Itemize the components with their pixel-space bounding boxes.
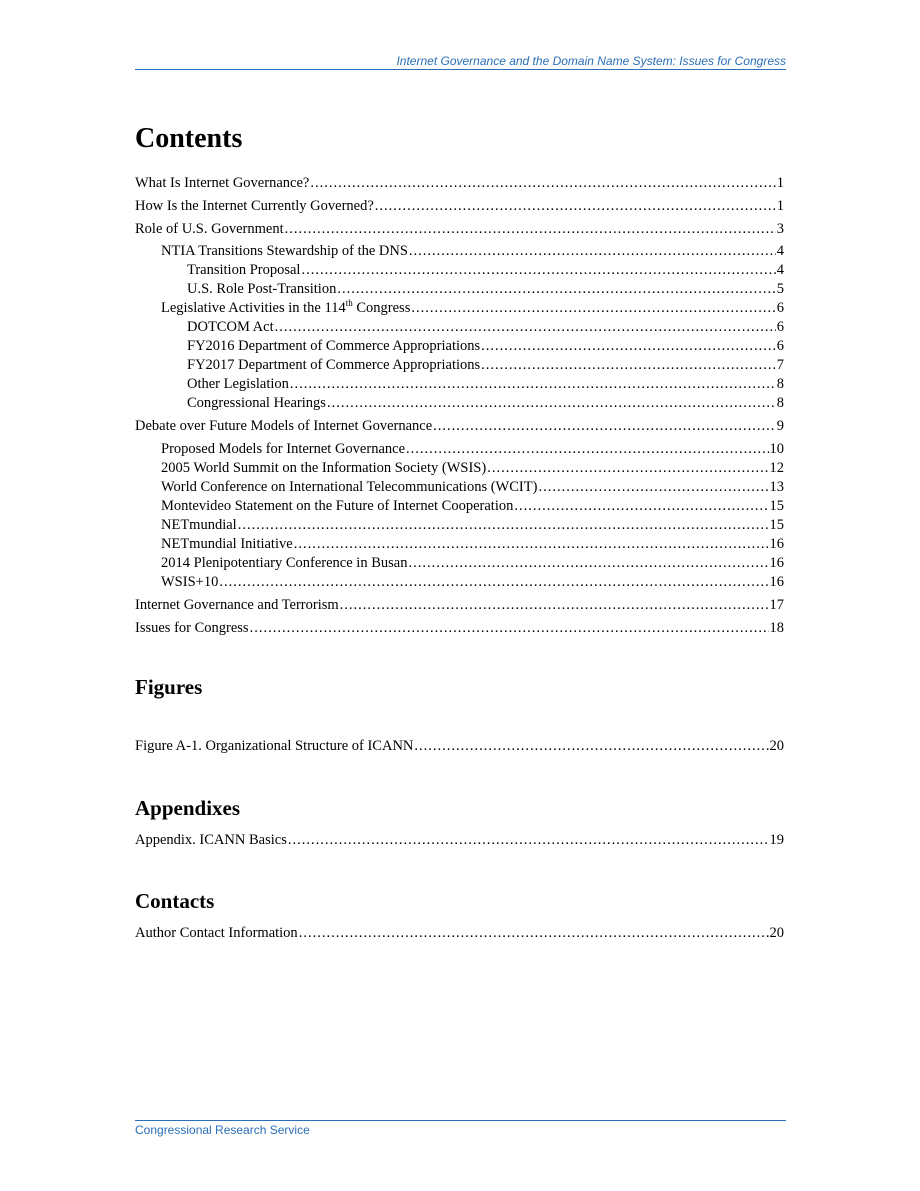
- toc-entry-label-suffix: Congress: [352, 300, 411, 317]
- toc-entry[interactable]: [135, 394, 784, 413]
- toc-entry-label: 2014 Plenipotentiary Conference in Busan: [161, 554, 408, 571]
- toc-entry-page: 13: [769, 478, 784, 495]
- toc-entry-label: WSIS+10: [161, 573, 219, 590]
- toc-leader-dots: [250, 619, 769, 638]
- toc-entry[interactable]: [135, 619, 784, 638]
- toc-leader-dots: [514, 497, 768, 516]
- toc-leader-dots: [481, 337, 776, 356]
- toc-entry-page: 19: [769, 832, 784, 848]
- contents-heading: Contents: [135, 123, 243, 154]
- toc-entry-page: 4: [776, 262, 784, 279]
- ordinal-superscript: th: [345, 298, 353, 309]
- toc-entry[interactable]: [135, 554, 784, 573]
- toc-entry-page: 7: [776, 357, 784, 374]
- toc-entry-label: What Is Internet Governance?: [135, 175, 310, 191]
- toc-entry-page: 8: [776, 376, 784, 393]
- toc-entry[interactable]: [135, 356, 784, 375]
- toc-entry-page: 5: [776, 281, 784, 298]
- toc-leader-dots: [299, 924, 769, 943]
- toc-leader-dots: [301, 261, 775, 280]
- toc-entry[interactable]: [135, 299, 784, 318]
- toc-entry-label: Transition Proposal: [187, 262, 301, 279]
- toc-leader-dots: [409, 242, 776, 261]
- toc-entry-page: 9: [776, 418, 784, 435]
- toc-entry-label: NTIA Transitions Stewardship of the DNS: [161, 243, 408, 260]
- toc-entry[interactable]: [135, 375, 784, 394]
- header-divider: [135, 69, 786, 70]
- toc-entry[interactable]: [135, 242, 784, 261]
- toc-entry-page: 16: [769, 554, 784, 571]
- toc-entry-page: 20: [769, 925, 784, 941]
- toc-entry-page: 15: [769, 497, 784, 514]
- toc-leader-dots: [406, 440, 768, 459]
- toc-entry-page: 4: [776, 243, 784, 260]
- toc-entry-label: Montevideo Statement on the Future of Internet Cooperation: [161, 497, 514, 514]
- contacts-toc: [135, 924, 784, 943]
- figures-heading: Figures: [135, 675, 203, 699]
- toc-entry-page: 17: [769, 596, 784, 613]
- toc-entry-page: 6: [776, 338, 784, 355]
- toc-entry-page: 20: [769, 738, 784, 754]
- toc-leader-dots: [337, 280, 775, 299]
- toc-entry-page: 16: [769, 535, 784, 552]
- toc-entry-label: FY2017 Department of Commerce Appropriations: [187, 357, 481, 374]
- toc-entry-label: Author Contact Information: [135, 925, 298, 941]
- toc-entry[interactable]: [135, 280, 784, 299]
- toc-entry[interactable]: [135, 440, 784, 459]
- toc-entry[interactable]: [135, 924, 784, 943]
- toc-entry-label: How Is the Internet Currently Governed?: [135, 197, 374, 214]
- toc-leader-dots: [340, 596, 769, 615]
- toc-leader-dots: [408, 554, 768, 573]
- figures-toc: [135, 737, 784, 756]
- toc-leader-dots: [433, 417, 776, 436]
- toc-entry-page: 3: [776, 220, 784, 237]
- toc-entry[interactable]: [135, 596, 784, 615]
- toc-leader-dots: [288, 831, 769, 850]
- toc-entry[interactable]: [135, 535, 784, 554]
- footer-publisher: Congressional Research Service: [135, 1123, 310, 1137]
- toc-entry[interactable]: [135, 516, 784, 535]
- toc-entry-label: World Conference on International Telecommunications (WCIT): [161, 478, 538, 495]
- appendixes-heading: Appendixes: [135, 796, 241, 820]
- toc-entry[interactable]: [135, 497, 784, 516]
- toc-leader-dots: [538, 478, 768, 497]
- toc-entry-page: 6: [776, 319, 784, 336]
- toc-leader-dots: [310, 174, 775, 193]
- toc-leader-dots: [219, 573, 768, 592]
- toc-entry-label: Debate over Future Models of Internet Governance: [135, 418, 433, 435]
- toc-entry-label: DOTCOM Act: [187, 319, 274, 336]
- toc-entry-label: Congressional Hearings: [187, 395, 326, 412]
- toc-entry-page: 8: [776, 395, 784, 412]
- toc-leader-dots: [327, 394, 776, 413]
- toc-entry-label: Internet Governance and Terrorism: [135, 596, 339, 613]
- toc-entry-label: FY2016 Department of Commerce Appropriations: [187, 338, 481, 355]
- toc-leader-dots: [487, 459, 768, 478]
- toc-leader-dots: [414, 737, 768, 756]
- toc-leader-dots: [375, 197, 776, 216]
- toc-leader-dots: [290, 375, 776, 394]
- toc-entry[interactable]: [135, 831, 784, 850]
- toc-entry-label: [161, 299, 410, 318]
- toc-entry-page: 6: [776, 300, 784, 317]
- toc-entry-label: Figure A-1. Organizational Structure of ICANN: [135, 738, 414, 754]
- contacts-heading: Contacts: [135, 889, 215, 913]
- toc-entry-label: Other Legislation: [187, 376, 289, 393]
- toc-entry-label-text: Legislative Activities in the 114: [161, 300, 346, 317]
- toc-entry[interactable]: [135, 459, 784, 478]
- contents-toc: [135, 174, 784, 638]
- toc-entry-label: Issues for Congress: [135, 619, 249, 636]
- toc-entry[interactable]: [135, 174, 784, 193]
- toc-entry[interactable]: [135, 197, 784, 216]
- toc-entry[interactable]: [135, 573, 784, 592]
- toc-leader-dots: [294, 535, 769, 554]
- toc-entry-label: NETmundial: [161, 516, 237, 533]
- toc-entry-label: 2005 World Summit on the Information Society (WSIS): [161, 459, 487, 476]
- toc-entry[interactable]: [135, 478, 784, 497]
- toc-entry-page: 10: [769, 440, 784, 457]
- toc-leader-dots: [411, 299, 775, 318]
- toc-entry[interactable]: [135, 220, 784, 239]
- toc-entry[interactable]: [135, 261, 784, 280]
- toc-leader-dots: [238, 516, 769, 535]
- toc-entry[interactable]: [135, 337, 784, 356]
- toc-entry-label: NETmundial Initiative: [161, 535, 293, 552]
- toc-entry[interactable]: [135, 737, 784, 756]
- running-header-title: Internet Governance and the Domain Name System: Issues for Congress: [396, 54, 786, 68]
- appendixes-toc: [135, 831, 784, 850]
- toc-entry-label: U.S. Role Post-Transition: [187, 281, 337, 298]
- toc-leader-dots: [275, 318, 776, 337]
- toc-entry-label: Role of U.S. Government: [135, 220, 284, 237]
- toc-entry-page: 18: [769, 619, 784, 636]
- toc-entry[interactable]: [135, 318, 784, 337]
- toc-entry-page: 15: [769, 516, 784, 533]
- toc-leader-dots: [481, 356, 776, 375]
- toc-entry-page: 16: [769, 573, 784, 590]
- toc-entry-page: 1: [776, 175, 784, 191]
- toc-entry-label: Proposed Models for Internet Governance: [161, 440, 406, 457]
- toc-entry-page: 1: [776, 197, 784, 214]
- toc-entry[interactable]: [135, 417, 784, 436]
- footer-divider: [135, 1120, 786, 1121]
- toc-entry-label: Appendix. ICANN Basics: [135, 832, 287, 848]
- toc-entry-page: 12: [769, 459, 784, 476]
- toc-leader-dots: [285, 220, 776, 239]
